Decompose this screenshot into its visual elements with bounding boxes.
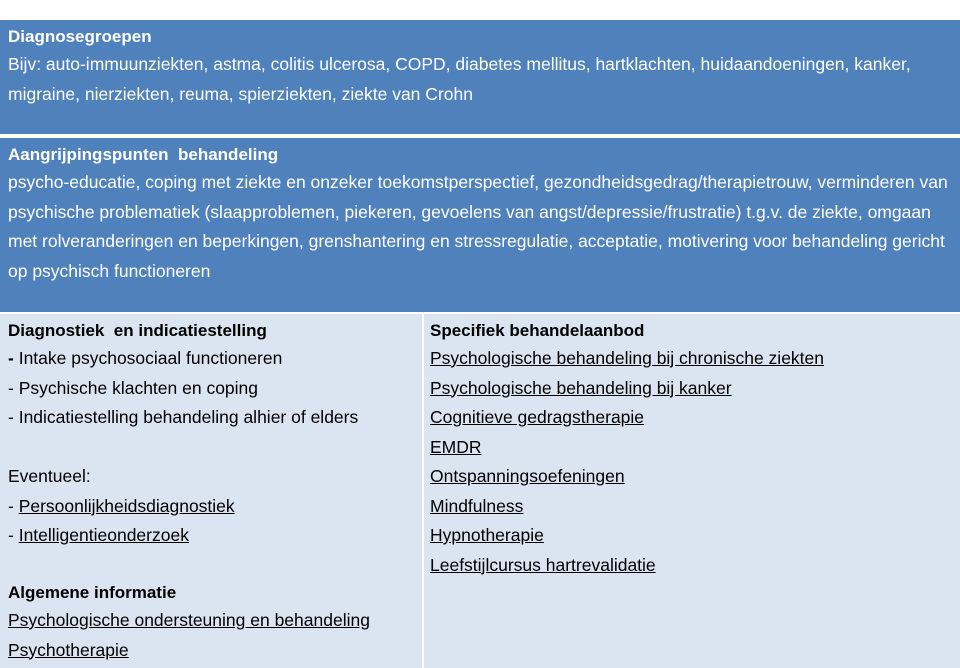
eventueel-label: Eventueel: [8, 466, 91, 486]
link-hypnotherapie[interactable]: Hypnotherapie [430, 525, 544, 545]
algemene-informatie-title: Algemene informatie [8, 583, 177, 602]
link-kanker[interactable]: Psychologische behandeling bij kanker [430, 377, 732, 398]
link-chronische-ziekten[interactable]: Psychologische behandeling bij chronische ziekten [430, 348, 824, 368]
link-leefstijlcursus-hartrevalidatie[interactable]: Leefstijlcursus hartrevalidatie [430, 554, 656, 575]
aangrijpingspunten-text: psycho-educatie, coping met ziekte en onzeker toekomstperspectief, gezondheidsgedrag/therapietrouw, verminderen van psychische problematiek (slaapproblemen, piekeren, gevoelens van angst/depressie/frustratie) t.g.v. de ziekte, omgaan met rolveranderingen en beperkingen, grenshantering en stressregulatie, acceptatie, motivering voor behandeling gericht op psychisch functioneren [8, 172, 948, 281]
list-item: - Psychische klachten en coping [8, 377, 259, 398]
behandelaanbod-cell [430, 318, 950, 580]
link-emdr[interactable]: EMDR [430, 436, 482, 457]
diagnosegroepen-text: Bijv: auto-immuunziekten, astma, colitis ulcerosa, COPD, diabetes mellitus, hartklachten, huidaandoeningen, kanker, migraine, nierziekten, reuma, spierziekten, ziekte van Crohn [8, 54, 911, 104]
aangrijpingspunten-title: Aangrijpingspunten behandeling [8, 145, 279, 164]
list-item: - Intake psychosociaal functioneren [8, 348, 283, 368]
list-item: - Persoonlijkheidsdiagnostiek [8, 495, 235, 516]
link-persoonlijkheidsdiagnostiek[interactable]: Persoonlijkheidsdiagnostiek [18, 495, 235, 516]
link-ontspanningsoefeningen[interactable]: Ontspanningsoefeningen [430, 466, 625, 486]
list-item: - Intelligentieonderzoek [8, 525, 189, 545]
column-divider [422, 314, 424, 668]
diagnosegroepen-title: Diagnosegroepen [8, 27, 152, 46]
behandelaanbod-title: Specifiek behandelaanbod [430, 321, 645, 340]
link-cognitieve-gedragstherapie[interactable]: Cognitieve gedragstherapie [430, 407, 645, 427]
link-mindfulness[interactable]: Mindfulness [430, 495, 524, 516]
diagnostiek-title: Diagnostiek en indicatiestelling [8, 321, 267, 340]
diagnostiek-cell [8, 318, 418, 665]
link-psychologische-ondersteuning[interactable]: Psychologische ondersteuning en behandeling [8, 610, 370, 630]
diagnosegroepen-row [0, 20, 960, 134]
link-psychotherapie[interactable]: Psychotherapie [8, 639, 129, 660]
info-table [0, 20, 960, 668]
details-row [0, 314, 960, 668]
aangrijpingspunten-row [0, 138, 960, 312]
link-intelligentieonderzoek[interactable]: Intelligentieonderzoek [18, 525, 189, 545]
list-item: - Indicatiestelling behandeling alhier of elders [8, 407, 359, 427]
